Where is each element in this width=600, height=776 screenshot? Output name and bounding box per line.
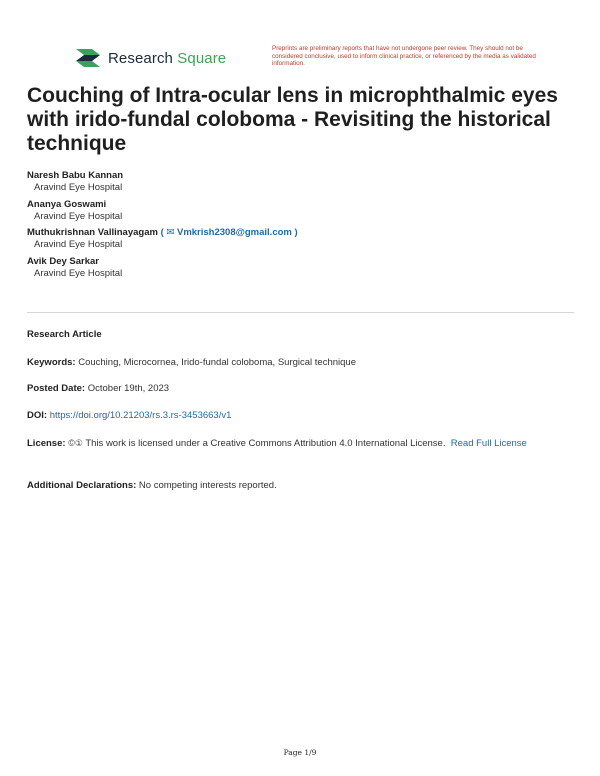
preprint-notice: Preprints are preliminary reports that have not undergone peer review. They should not be considered conclusive, used to inform clinical practice, or referenced by the media as validated information. [272,45,536,68]
author-name: Avik Dey Sarkar [27,255,100,267]
doi-link[interactable]: https://doi.org/10.21203/rs.3.rs-3453663/v1 [49,410,232,421]
keywords-value: Couching, Microcornea, Irido-fundal coloboma, Surgical technique [78,357,356,368]
article-type [27,327,575,344]
posted-date-value: October 19th, 2023 [87,383,170,394]
author-email-link[interactable]: ( ✉ Vmkrish2308@gmail.com ) [160,227,298,238]
author-affiliation: Aravind Eye Hospital [34,182,123,193]
license-text: This work is licensed under a Creative Commons Attribution 4.0 International License. [85,438,446,449]
paper-title: Couching of Intra-ocular lens in microphthalmic eyes with irido-fundal coloboma - Revisiting the historical technique [27,84,558,155]
author-name-corresponding [27,227,575,239]
email-envelope-icon: ✉ [166,227,175,238]
license-label: License: [27,438,66,449]
author-name: Ananya Goswami [27,198,107,210]
author-name: Naresh Babu Kannan [27,170,124,181]
author-affiliation: Aravind Eye Hospital [34,239,123,250]
keywords-label: Keywords: [27,357,76,368]
posted-date-label: Posted Date: [27,383,86,394]
author-affiliation: Aravind Eye Hospital [34,267,123,279]
author-name-text: Muthukrishnan Vallinayagam [27,227,158,238]
read-full-license-link[interactable]: Read Full License [450,438,527,449]
creative-commons-icon: ©① [68,438,83,448]
brand-word-research: Research [108,49,173,67]
author-affiliation: Aravind Eye Hospital [34,210,123,222]
page-number: Page 1/9 [283,748,317,757]
brand-word-square: Square [177,49,227,67]
author-email: Vmkrish2308@gmail.com [176,227,292,238]
research-square-logo-icon [74,47,102,69]
declarations-label: Additional Declarations: [27,480,137,491]
declarations-value: No competing interests reported. [138,480,277,491]
research-square-logo[interactable] [74,47,226,69]
doi-label: DOI: [27,410,48,421]
article-type-value: Research Article [27,329,102,340]
section-divider [27,312,574,313]
brand-name [108,50,226,67]
posted-date-field [27,381,575,398]
declarations-field [27,478,575,495]
author-list [27,170,575,284]
doi-field [27,408,575,425]
license-field [27,435,575,453]
keywords-field [27,355,575,372]
